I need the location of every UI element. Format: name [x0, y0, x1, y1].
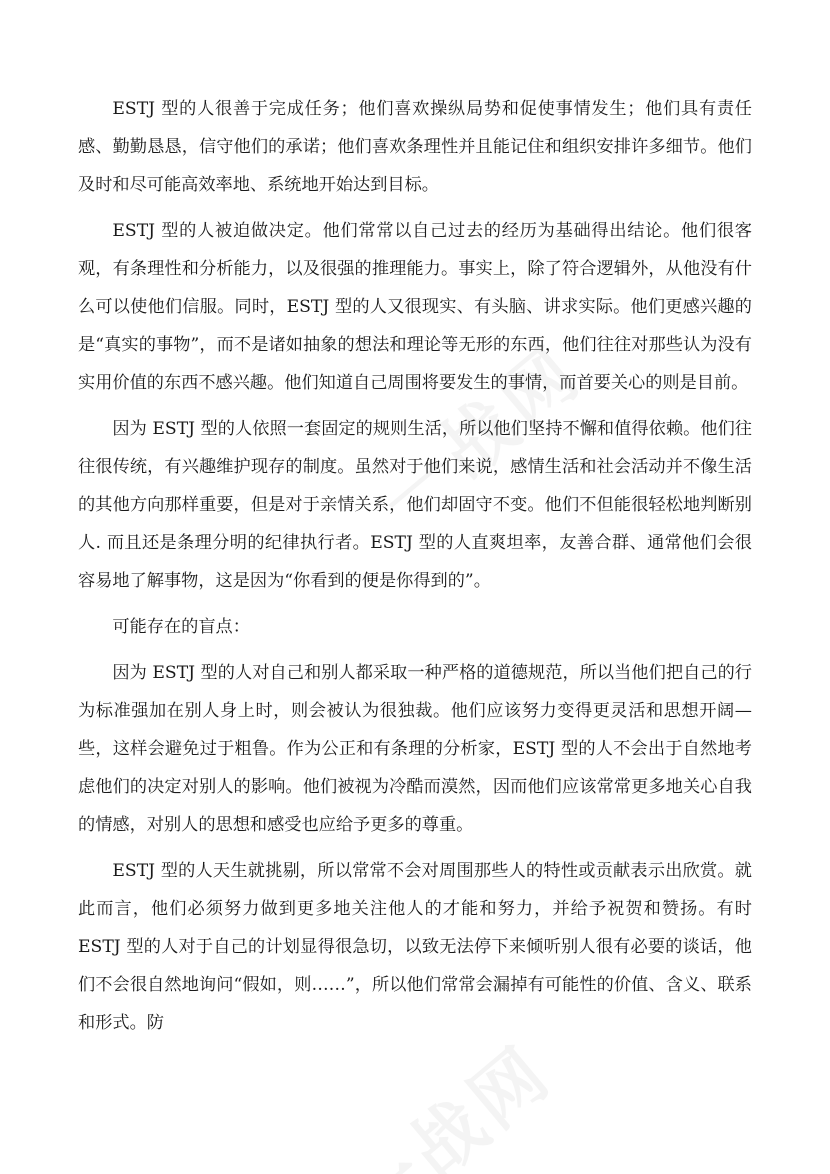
section-heading-blind-spots: 可能存在的盲点：: [112, 617, 250, 637]
paragraph-decisions: ESTJ 型的人被迫做决定。他们常常以自己过去的经历为基础得出结论。他们很客观，有条理性和分析能力，以及很强的推理能力。事实上，除了符合逻辑外，从他没有什么可以使他们信服。同时，ESTJ 型的人又很现实、有头脑、讲求实际。他们更感兴趣的是“真实的事物”，而不是诸如抽象的想法和理论等无形的东西，他们往往对那些认为没有实用价值的东西不感兴趣。他们知道自己周围将要发生的事情，而首要关心的则是目前。: [78, 221, 752, 393]
paragraph-intro: ESTJ 型的人很善于完成任务；他们喜欢操纵局势和促使事情发生；他们具有责任感、勤勤恳恳，信守他们的承诺；他们喜欢条理性并且能记住和组织安排许多细节。他们及时和尽可能高效率地、系统地开始达到目标。: [78, 99, 752, 195]
paragraph-rules: 因为 ESTJ 型的人依照一套固定的规则生活，所以他们坚持不懈和值得依赖。他们往往很传统，有兴趣维护现存的制度。虽然对于他们来说，感情生活和社会活动并不像生活的其他方向那样重要，但是对于亲情关系，他们却固守不变。他们不但能很轻松地判断别人. 而且还是条理分明的纪律执行者。ESTJ 型的人直爽坦率，友善合群、通常他们会很容易地了解事物，这是因为“你看到的便是你得到的”。: [78, 419, 752, 591]
document-body: [78, 90, 752, 1050]
paragraph-blind-spot-critical: ESTJ 型的人天生就挑剔，所以常常不会对周围那些人的特性或贡献表示出欣赏。就此而言，他们必须努力做到更多地关注他人的才能和努力，并给予祝贺和赞扬。有时 ESTJ 型的人对于自己的计划显得很急切，以致无法停下来倾听别人很有必要的谈话，他们不会很自然地询问“假如，则……”，所以他们常常会漏掉有可能性的价值、含义、联系和形式。防: [78, 861, 752, 1033]
paragraph-blind-spot-morals: 因为 ESTJ 型的人对自己和别人都采取一种严格的道德规范，所以当他们把自己的行为标准强加在别人身上时，则会被认为很独裁。他们应该努力变得更灵活和思想开阔—些，这样会避免过于粗鲁。作为公正和有条理的分析家，ESTJ 型的人不会出于自然地考虑他们的决定对别人的影响。他们被视为冷酷而漠然，因而他们应该常常更多地关心自我的情感，对别人的思想和感受也应给予更多的尊重。: [78, 663, 752, 835]
